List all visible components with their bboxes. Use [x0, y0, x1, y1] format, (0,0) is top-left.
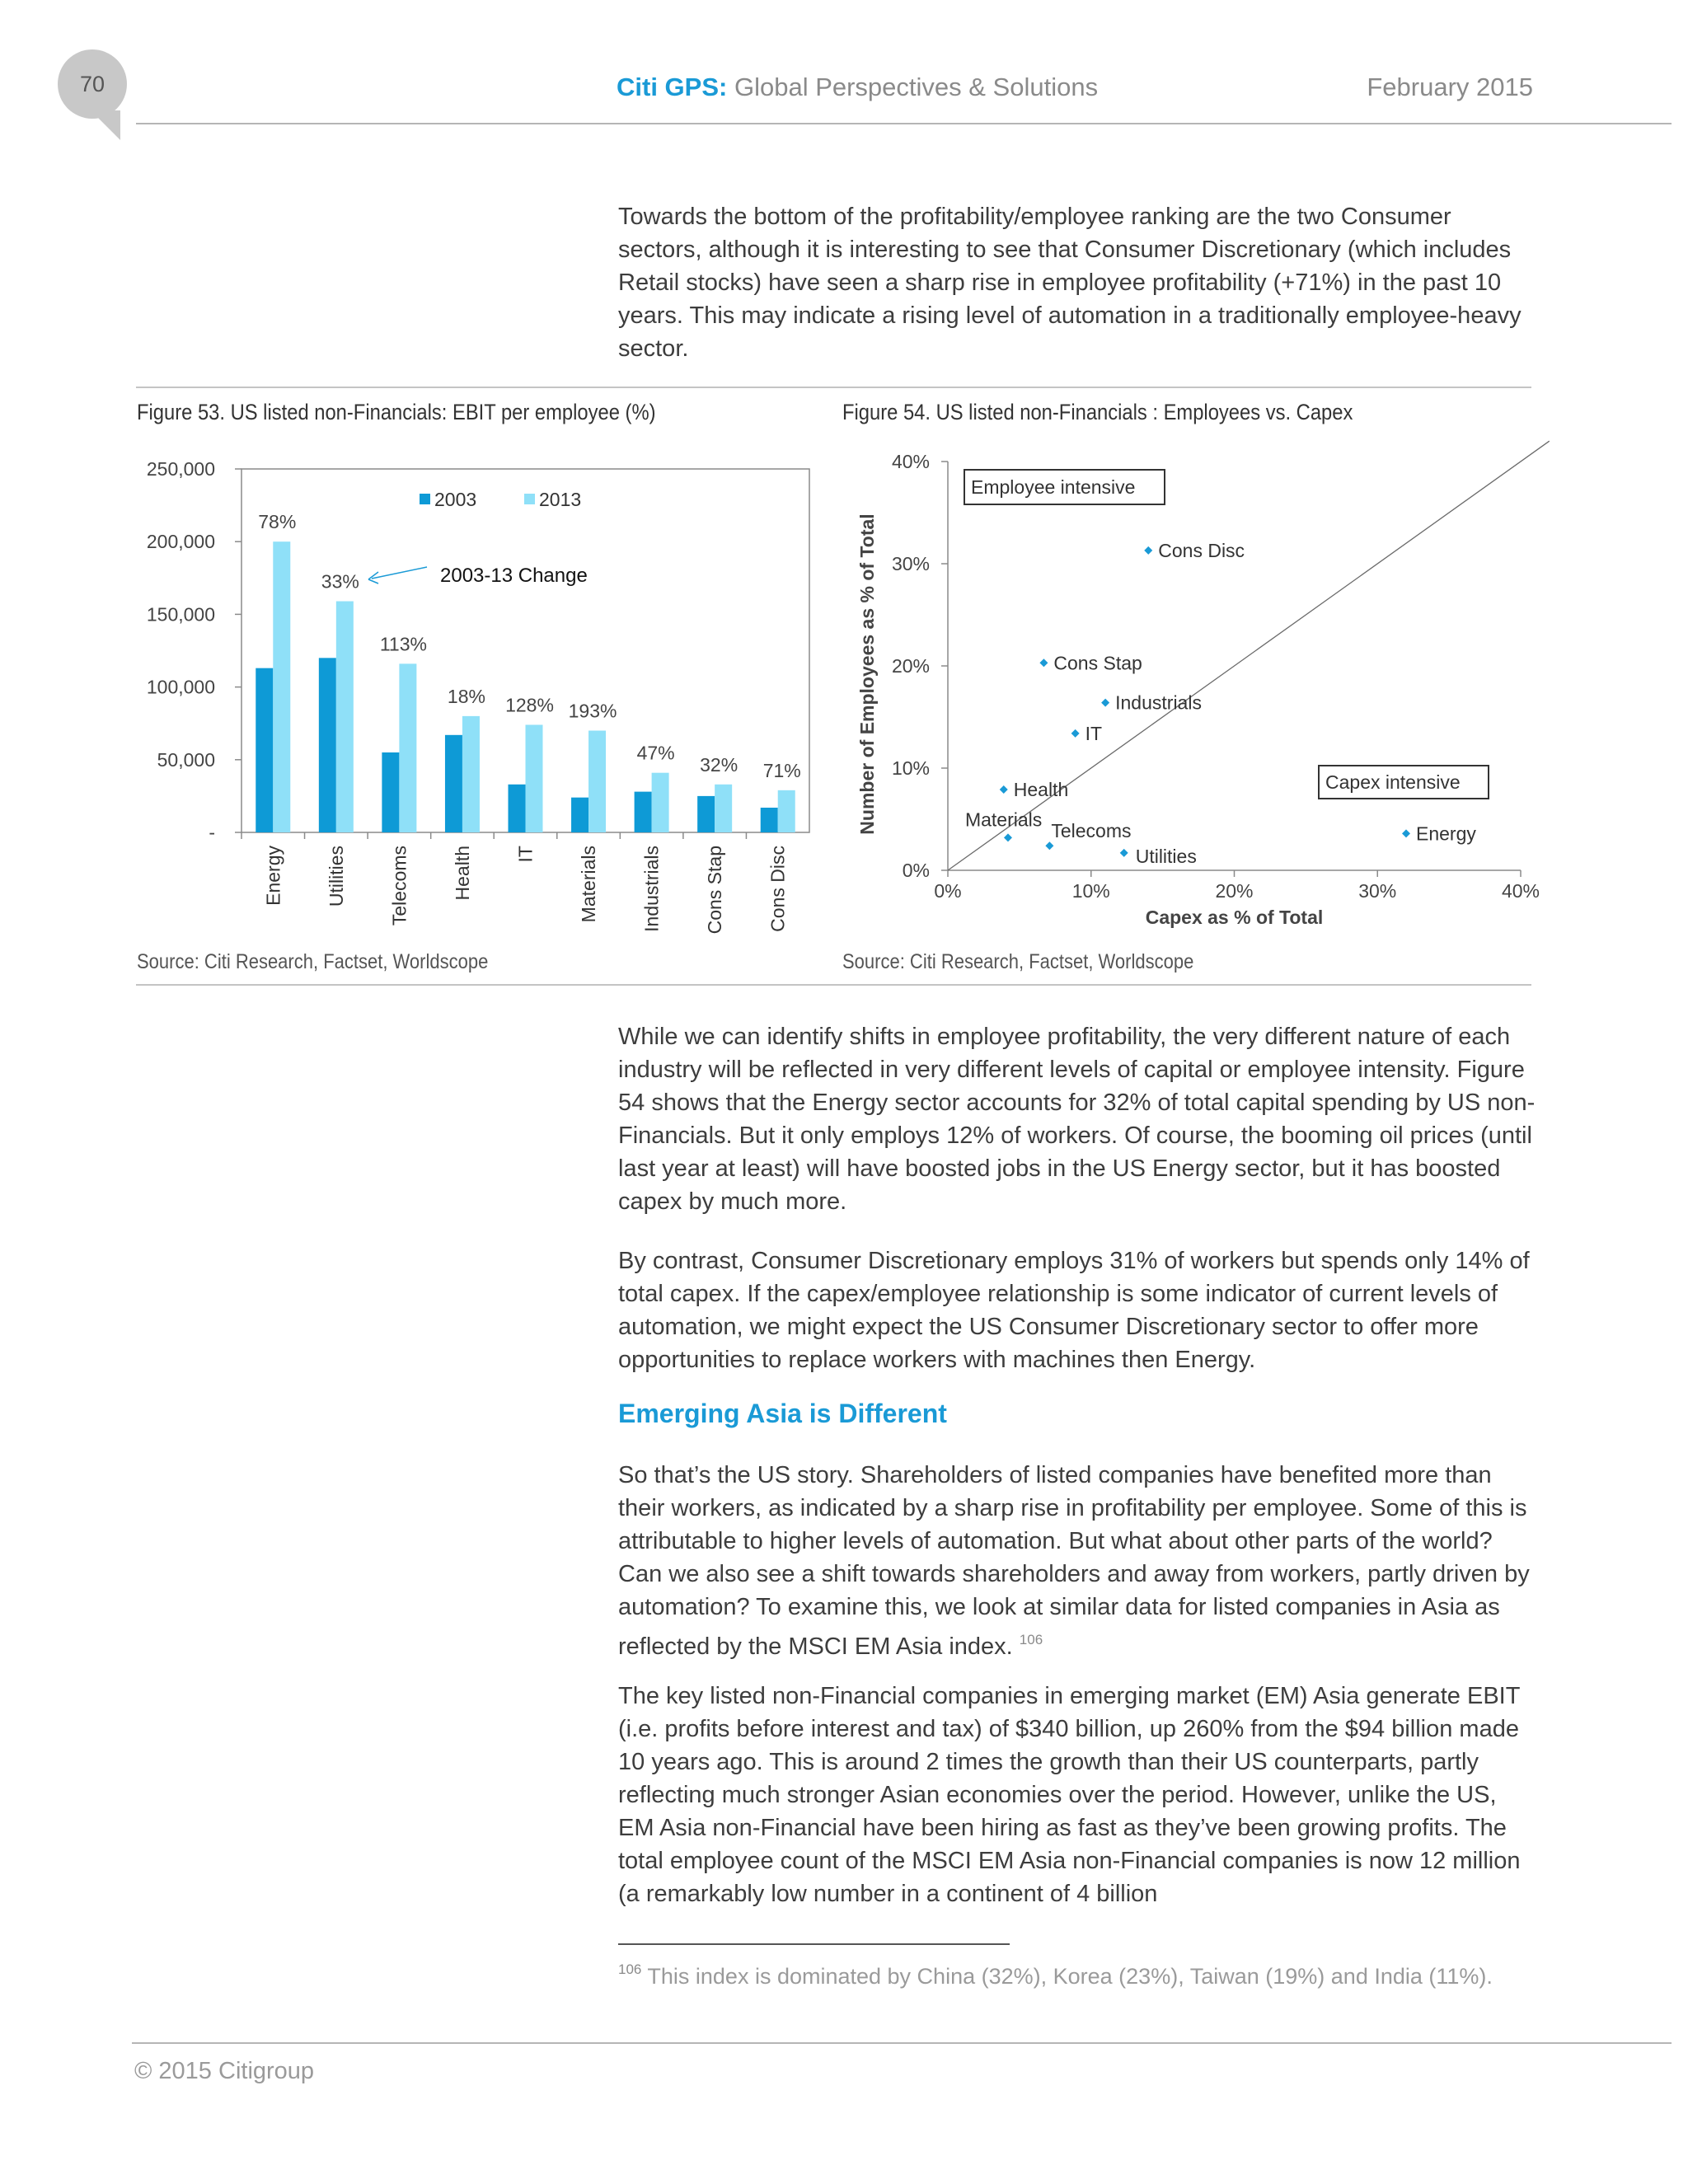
bar-2003	[635, 792, 652, 832]
paragraph-employee-intensity: While we can identify shifts in employee profitability, the very different nature of each industry will be reflected in very different levels of capital or employee intensity. Figure 54 shows that the Energy sector accounts for 32% of total capital spending by US non-Financials. But it only employs 12% of workers. Of course, the booming oil prices (until last year at least) will have boosted jobs in the US Energy sector, but it has boosted capex by much more.	[618, 1024, 1536, 1215]
copyright: © 2015 Citigroup	[134, 2058, 315, 2084]
employee-intensive-label: Employee intensive	[971, 476, 1136, 498]
bar-2013	[652, 773, 669, 832]
paragraph-us-story-text: So that’s the US story. Shareholders of listed companies have benefited more than their workers, as indicated by a sharp rise in profitability per employee. Some of this is attributable to higher levels of automation. But what about other parts of the world? Can we also see a shift towards shareholders and away from workers, partly driven by automation? To examine this, we look at similar data for listed companies in Asia as reflected by the MSCI EM Asia index.	[618, 1462, 1530, 1660]
figure-53-title: Figure 53. US listed non-Financials: EBIT per employee (%)	[137, 400, 656, 424]
x-category-label: Energy	[262, 846, 284, 906]
x-category-label: Telecoms	[388, 846, 410, 926]
scatter-point	[1120, 849, 1128, 857]
legend-swatch-2003	[420, 494, 430, 504]
bar-2013	[588, 731, 606, 832]
bar-2003	[571, 798, 588, 832]
bar-2013	[273, 541, 290, 832]
bar-2013	[715, 785, 732, 832]
bar-2003	[445, 735, 462, 832]
figures-bottom-divider	[136, 984, 1531, 986]
x-category-label: IT	[514, 846, 537, 863]
figure-53-source: Source: Citi Research, Factset, Worldscope	[137, 950, 489, 973]
bar-chart-svg	[137, 437, 829, 948]
footnote-number: 106	[618, 1961, 642, 1977]
annotation-arrow-line	[372, 567, 427, 579]
legend-label-2013: 2013	[539, 489, 582, 510]
scatter-point-label: Energy	[1416, 823, 1476, 845]
footer-divider	[132, 2042, 1672, 2044]
bar-2013	[336, 602, 354, 832]
footnote-divider	[618, 1943, 1010, 1945]
figures-top-divider	[136, 387, 1531, 388]
scatter-point	[1000, 785, 1008, 794]
y-tick-label: 200,000	[146, 531, 215, 553]
change-label: 18%	[447, 685, 485, 707]
bar-2003	[509, 785, 526, 832]
x-category-label: Health	[451, 846, 473, 901]
figure-53-chart	[137, 437, 829, 952]
y-axis-title: Number of Employees as % of Total	[856, 513, 878, 835]
footnote	[618, 1953, 1537, 1993]
scatter-point-label: Utilities	[1135, 845, 1197, 867]
scatter-point	[1045, 841, 1053, 850]
bar-2003	[319, 658, 336, 832]
change-annotation: 2003-13 Change	[440, 565, 588, 587]
x-tick-label: 20%	[1215, 880, 1254, 902]
paragraph-us-story	[618, 1459, 1537, 1663]
scatter-point-label: Cons Disc	[1158, 539, 1245, 561]
intro-paragraph: Towards the bottom of the profitability/employee ranking are the two Consumer sectors, although it is interesting to see that Consumer Discretionary (which includes Retail stocks) have seen a sharp rise in employee profitability (+71%) in the past 10 years. This may indicate a rising level of automation in a traditionally employee-heavy sector.	[618, 204, 1522, 362]
change-label: 128%	[505, 694, 554, 716]
page-badge-tail	[91, 110, 120, 140]
figure-54-chart	[849, 437, 1540, 944]
legend-swatch-2013	[524, 494, 535, 504]
x-tick-label: 30%	[1358, 880, 1397, 902]
bar-2003	[382, 752, 399, 832]
change-label: 78%	[258, 511, 297, 533]
scatter-point-label: Cons Stap	[1053, 652, 1142, 674]
x-axis-title: Capex as % of Total	[1145, 907, 1324, 928]
x-category-label: Utilities	[325, 846, 347, 907]
change-label: 33%	[321, 570, 359, 593]
bar-2013	[399, 663, 416, 832]
bar-2013	[526, 724, 543, 832]
y-tick-label: 20%	[891, 655, 930, 677]
y-tick-label: 250,000	[146, 458, 215, 480]
change-label: 32%	[700, 753, 738, 776]
y-tick-label: 40%	[891, 451, 930, 472]
footnote-text: This index is dominated by China (32%), Korea (23%), Taiwan (19%) and India (11%).	[647, 1964, 1493, 1989]
x-tick-label: 40%	[1501, 880, 1540, 902]
x-category-label: Industrials	[640, 846, 663, 932]
scatter-point-label: Materials	[964, 808, 1043, 831]
figure-54-source: Source: Citi Research, Factset, Worldscope	[842, 950, 1194, 973]
bar-2013	[778, 790, 795, 832]
scatter-point	[1039, 658, 1048, 667]
x-tick-label: 10%	[1071, 880, 1110, 902]
scatter-point	[1144, 546, 1152, 555]
change-label: 71%	[762, 759, 801, 781]
capex-intensive-label: Capex intensive	[1325, 771, 1461, 793]
scatter-point	[1402, 829, 1410, 837]
change-label: 193%	[568, 700, 617, 722]
page-number: 70	[79, 71, 106, 96]
scatter-point-label: Health	[1013, 779, 1069, 801]
header-title	[617, 73, 1098, 102]
paragraph-em-asia: The key listed non-Financial companies in emerging market (EM) Asia generate EBIT (i.e. profits before interest and tax) of $340 billion, up 260% from the $94 billion made 10 years ago. This is around 2 times the growth than their US counterparts, partly reflecting much stronger Asian economies over the period. However, unlike the US, EM Asia non-Financial have been hiring as fast as they’ve been growing profits. The total employee count of the MSCI EM Asia non-Financial companies is now 12 million (a remarkably low number in a continent of 4 billion	[618, 1683, 1521, 1907]
scatter-point	[1004, 833, 1012, 841]
y-tick-label: 10%	[891, 757, 930, 779]
x-category-label: Materials	[578, 846, 600, 923]
y-tick-label: 100,000	[146, 676, 215, 698]
brand-name: Citi GPS:	[617, 73, 728, 101]
scatter-point-label: IT	[1085, 722, 1103, 744]
scatter-chart-svg	[849, 437, 1540, 940]
scatter-point	[1101, 699, 1109, 707]
bar-2013	[462, 716, 480, 832]
y-tick-label: 30%	[891, 553, 930, 574]
y-tick-label: 150,000	[146, 603, 215, 626]
y-tick-label: 50,000	[157, 748, 215, 771]
bar-2003	[761, 808, 778, 832]
x-category-label: Cons Disc	[767, 846, 789, 932]
scatter-point	[1071, 729, 1080, 738]
change-label: 47%	[636, 742, 675, 764]
change-label: 113%	[379, 633, 427, 655]
header-subtitle: Global Perspectives & Solutions	[734, 73, 1099, 101]
header-divider	[136, 123, 1672, 124]
legend-label-2003: 2003	[434, 489, 477, 510]
scatter-point-label: Telecoms	[1051, 820, 1132, 842]
diagonal-line	[948, 441, 1550, 870]
page-number-badge	[58, 49, 127, 119]
header-date: February 2015	[1367, 73, 1533, 101]
figure-54-title: Figure 54. US listed non-Financials : Employees vs. Capex	[842, 400, 1353, 424]
section-heading: Emerging Asia is Different	[618, 1399, 947, 1428]
bar-2003	[256, 668, 273, 832]
paragraph-consumer-discretionary: By contrast, Consumer Discretionary employs 31% of workers but spends only 14% of total capex. If the capex/employee relationship is some indicator of current levels of automation, we might expect the US Consumer Discretionary sector to offer more opportunities to replace workers with machines then Energy.	[618, 1248, 1530, 1373]
x-category-label: Cons Stap	[704, 846, 726, 935]
y-tick-label: 0%	[902, 860, 930, 881]
bar-2003	[697, 796, 715, 832]
x-tick-label: 0%	[934, 880, 962, 902]
scatter-point-label: Industrials	[1115, 691, 1202, 714]
footnote-reference[interactable]: 106	[1019, 1632, 1043, 1647]
y-tick-label: -	[209, 822, 215, 843]
